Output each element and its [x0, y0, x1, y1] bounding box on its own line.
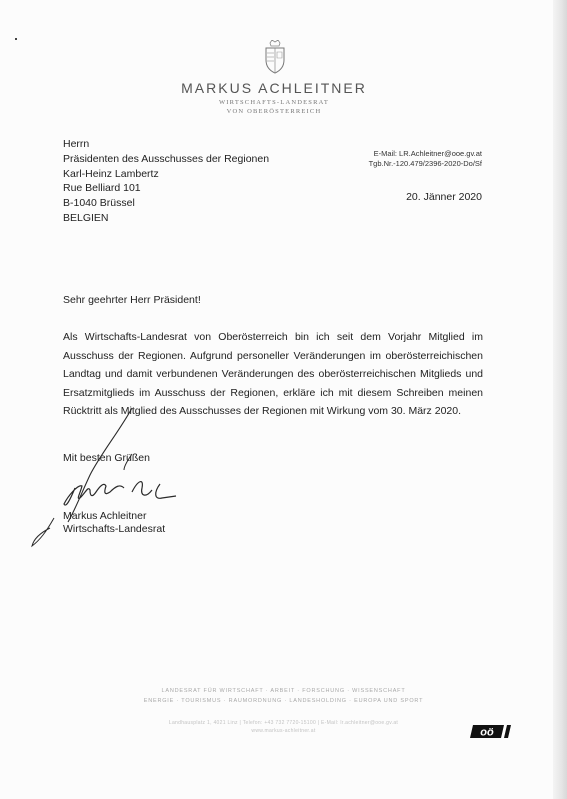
sender-name: MARKUS ACHLEITNER	[181, 80, 367, 96]
letter-date: 20. Jänner 2020	[406, 191, 482, 203]
signer-block	[63, 510, 165, 536]
recipient-line: Herrn	[63, 138, 90, 150]
signer-title: Wirtschafts-Landesrat	[63, 523, 166, 535]
recipient-line: BELGIEN	[63, 211, 109, 224]
footer-portfolio-line1: LANDESRAT FÜR WIRTSCHAFT · ARBEIT · FORSCHUNG · WISSENSCHAFT	[161, 688, 406, 694]
footer-website: www.markus-achleitner.at	[251, 728, 316, 734]
letter-body: Als Wirtschafts-Landesrat von Oberösterreich bin ich seit dem Vorjahr Mitglied im Ausschuss der Regionen. Aufgrund personeller Veränderungen im oberösterreichischen Landtag und damit verbundenen Veränderungen des oberösterreichischen Mitglieds und Ersatzmitglieds im Ausschuss der Regionen, erkläre ich mit diesem Schreiben meinen Rücktritt als Mitglied des Ausschusses der Regionen mit Wirkung vom 30. März 2020.	[63, 331, 483, 417]
footer-portfolio-line2: ENERGIE · TOURISMUS · RAUMORDNUNG · LANDESHOLDING · EUROPA UND SPORT	[143, 698, 424, 704]
scan-edge-shadow	[553, 0, 567, 799]
footer-contact: Landhausplatz 1, 4021 Linz | Telefon: +43 732 7720-15100 | E-Mail: lr.achleitner@ooe.gv.at	[168, 720, 399, 726]
salutation: Sehr geehrter Herr Präsident!	[63, 294, 201, 306]
reference-block	[369, 149, 482, 168]
sender-title-line2: VON OBERÖSTERREICH	[226, 108, 322, 115]
scan-speck	[15, 38, 17, 40]
recipient-line: Präsidenten des Ausschusses der Regionen	[63, 152, 270, 165]
email-reference: E-Mail: LR.Achleitner@ooe.gv.at	[373, 149, 482, 158]
recipient-line: Rue Belliard 101	[63, 182, 141, 195]
recipient-line: B-1040 Brüssel	[63, 197, 135, 210]
ooe-logo-icon	[470, 723, 512, 740]
closing: Mit besten Grüßen	[63, 452, 150, 464]
recipient-line: Karl-Heinz Lambertz	[63, 167, 159, 180]
sender-title-line1: WIRTSCHAFTS-LANDESRAT	[218, 99, 330, 106]
signer-name: Markus Achleitner	[63, 510, 147, 522]
file-number: Tgb.Nr.-120.479/2396-2020-Do/Sf	[368, 158, 482, 168]
recipient-address	[63, 137, 269, 226]
logo-text: oö	[480, 726, 494, 739]
coat-of-arms-icon	[263, 40, 287, 74]
